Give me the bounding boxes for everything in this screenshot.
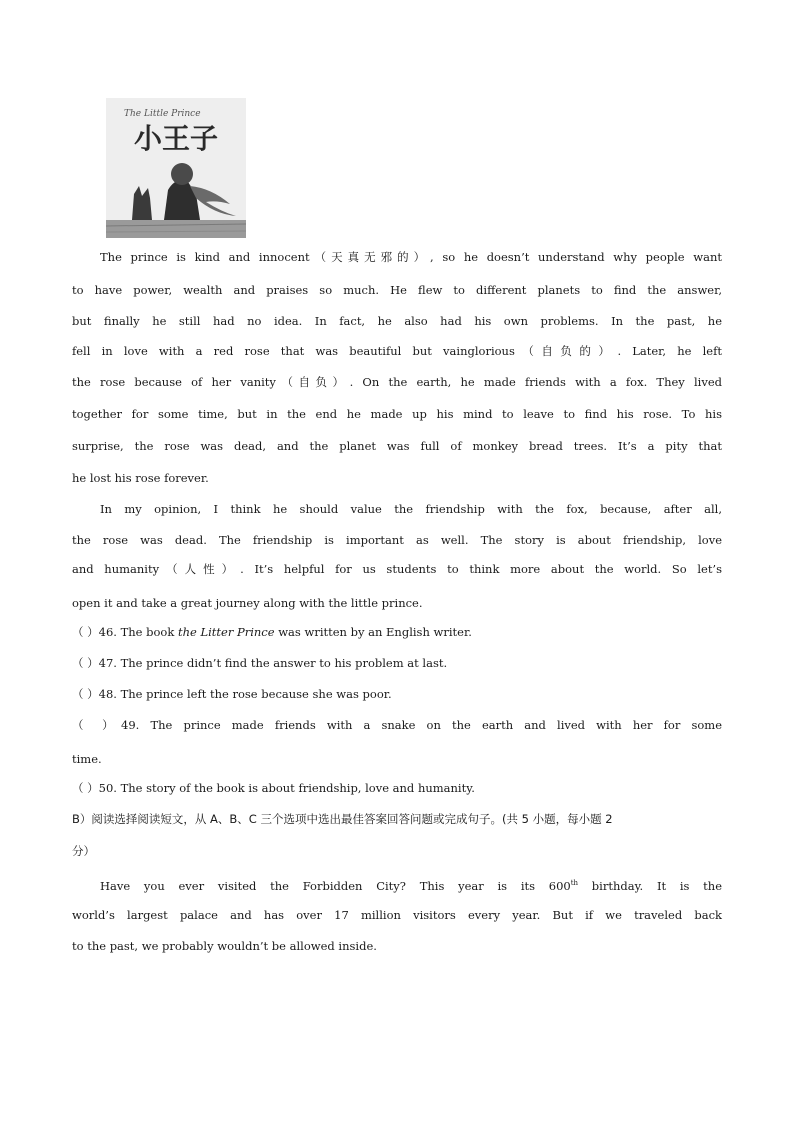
ordinal-suffix: th [570,879,579,887]
paragraph-line: surprise, the rose was dead, and the planet was full of monkey bread trees. It’s a pity that [72,439,722,453]
section-b-instructions: B）阅读选择阅读短文，从 A、B、C 三个选项中选出最佳答案回答问题或完成句子。(共 5 小题，每小题 2 [72,812,613,826]
paragraph-line [100,874,722,892]
cover-title-cn: 小王子 [134,122,219,155]
paragraph-line: together for some time, but in the end he made up his mind to leave to find his rose. To his [72,407,722,421]
question-46 [72,623,722,641]
paragraph-line: and humanity（人性）. It’s helpful for us students to think more about the world. So let’s [72,562,722,576]
paragraph-line: The prince is kind and innocent（天真无邪的）, so he doesn’t understand why people want [100,250,722,264]
paragraph-line: the rose was dead. The friendship is important as well. The story is about friendship, love [72,533,722,547]
paragraph-line: he lost his rose forever. [72,471,209,485]
cover-illustration [106,98,246,238]
section-b-instructions-continued: 分） [72,844,95,858]
paragraph-line: the rose because of her vanity（自负）. On the earth, he made friends with a fox. They lived [72,375,722,389]
paragraph-line: fell in love with a red rose that was beautiful but vainglorious（自负的）. Later, he left [72,344,722,358]
question-48: （ ）48. The prince left the rose because she was poor. [72,687,392,701]
cover-title-en: The Little Prince [124,109,201,119]
book-title: the Litter Prince [177,625,275,639]
question-47: （ ）47. The prince didn’t find the answer to his problem at last. [72,656,448,670]
paragraph-line: to have power, wealth and praises so much. He flew to different planets to find the answer, [72,283,722,297]
passage-b-text-end: birthday. It is the [578,878,722,893]
question-46-text-end: was written by an English writer. [274,625,472,639]
question-50: （ ）50. The story of the book is about friendship, love and humanity. [72,781,475,795]
paragraph-line: In my opinion, I think he should value the friendship with the fox, because, after all, [100,502,722,516]
question-46-text: （ ）46. The book [72,625,178,639]
paragraph-line: to the past, we probably wouldn’t be allowed inside. [72,939,377,953]
question-49-continued: time. [72,752,102,766]
paragraph-line: but finally he still had no idea. In fact, he also had his own problems. In the past, he [72,314,722,328]
paragraph-line: open it and take a great journey along with the little prince. [72,596,423,610]
paragraph-line: world’s largest palace and has over 17 million visitors every year. But if we traveled back [72,908,722,922]
book-cover-image [106,98,246,238]
passage-b-text: Have you ever visited the Forbidden City? This year is its 600 [100,878,571,893]
question-49: （ ）49. The prince made friends with a snake on the earth and lived with her for some [72,718,722,732]
